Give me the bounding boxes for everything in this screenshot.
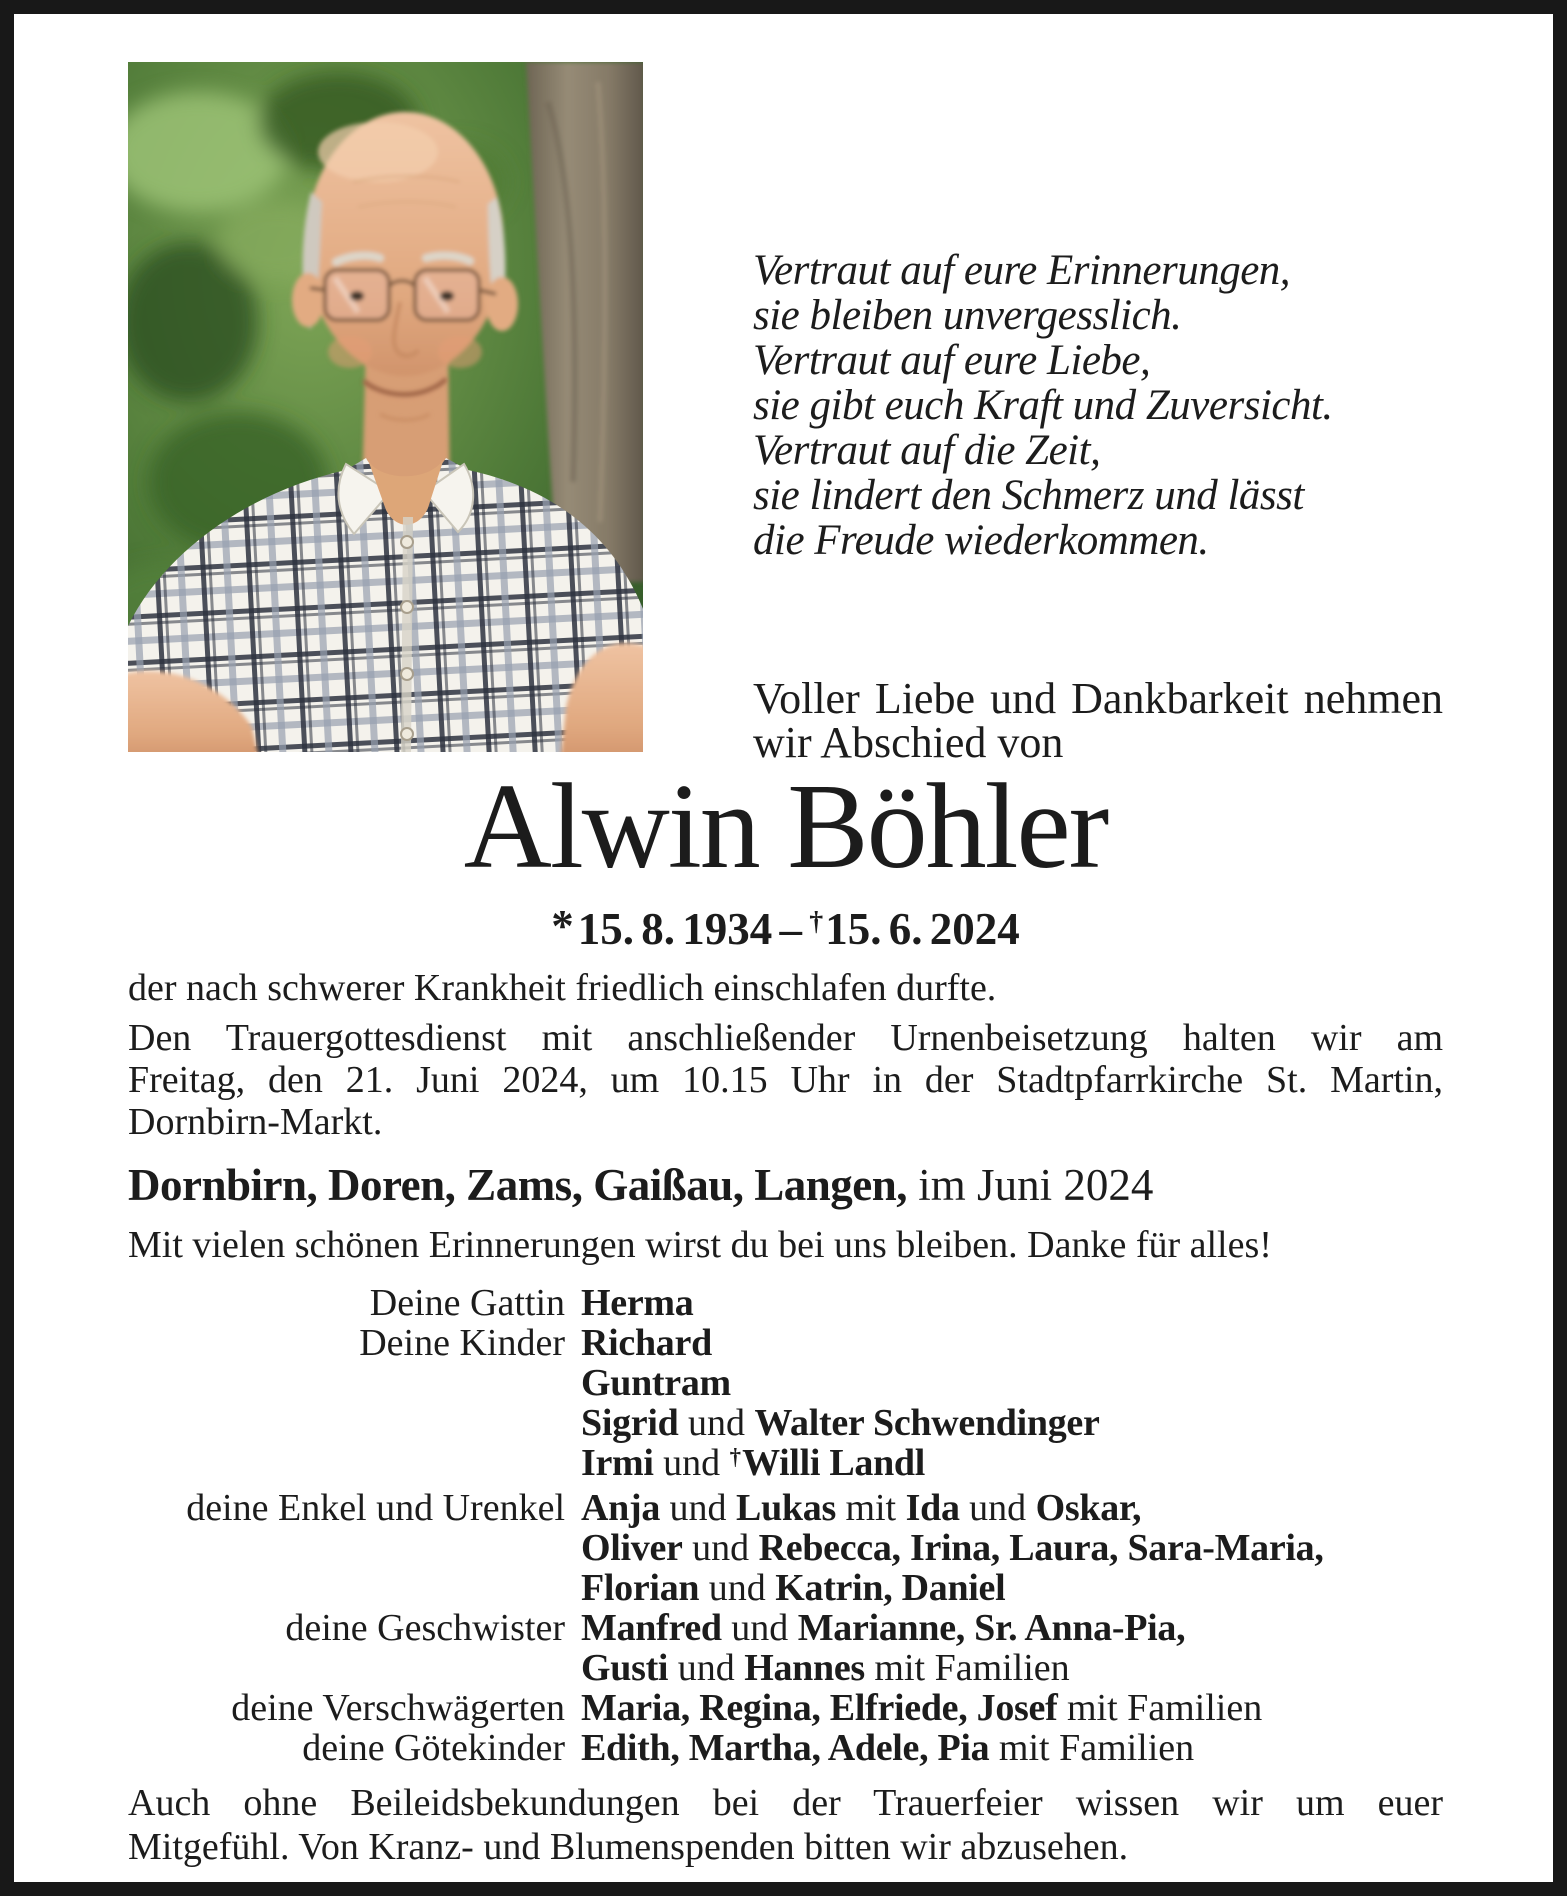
poem-line: Vertraut auf die Zeit, — [753, 427, 1101, 474]
family-list — [128, 1283, 1468, 1768]
family-names — [581, 1648, 1468, 1688]
family-names — [581, 1608, 1468, 1648]
poem-line: sie lindert den Schmerz und lässt — [753, 472, 1304, 519]
dates-separator: – — [779, 904, 803, 954]
family-name-segment: Anja — [581, 1487, 661, 1529]
family-relation-label — [128, 1363, 565, 1403]
family-name-segment: Oskar, — [1035, 1487, 1142, 1529]
family-name-segment: Herma — [581, 1282, 694, 1324]
poem-line: sie bleiben unvergesslich. — [753, 292, 1182, 339]
intro-line: wir Abschied von — [753, 718, 1064, 767]
family-row — [128, 1728, 1468, 1768]
family-relation-label — [128, 1568, 565, 1608]
family-name-segment: und — [660, 1487, 737, 1529]
family-name-segment: Hannes — [744, 1647, 865, 1689]
death-symbol: † — [809, 906, 824, 938]
family-row — [128, 1568, 1468, 1608]
funeral-service-info — [128, 1017, 1443, 1143]
life-dates — [128, 901, 1443, 961]
family-name-segment: Katrin, Daniel — [775, 1567, 1006, 1609]
deceased-cross-symbol: † — [729, 1443, 742, 1469]
family-relation-label — [128, 1443, 565, 1488]
family-relation-label — [128, 1648, 565, 1688]
closing-line: Auch ohne Beileidsbekundungen bei der Trauerfeier wissen wir um euer — [128, 1782, 1443, 1824]
family-names — [581, 1443, 1468, 1488]
family-names — [581, 1728, 1468, 1768]
family-row — [128, 1528, 1468, 1568]
family-row — [128, 1648, 1468, 1688]
family-names — [581, 1688, 1468, 1728]
birth-symbol: * — [551, 901, 574, 952]
family-name-segment: mit Familien — [864, 1647, 1070, 1689]
family-row — [128, 1403, 1468, 1443]
memorial-poem — [753, 248, 1453, 563]
farewell-intro — [753, 674, 1443, 768]
family-name-segment: Rebecca, Irina, Laura, Sara-Maria, — [758, 1527, 1324, 1569]
family-names — [581, 1363, 1468, 1403]
service-line: Den Trauergottesdienst mit anschließender Urnenbeisetzung halten wir am — [128, 1017, 1443, 1059]
family-name-segment: Irmi — [581, 1442, 654, 1484]
family-name-segment: Manfred — [581, 1607, 722, 1649]
poem-line: sie gibt euch Kraft und Zuversicht. — [753, 382, 1333, 429]
service-line: Freitag, den 21. Juni 2024, um 10.15 Uhr in der Stadtpfarrkirche St. Martin, — [128, 1059, 1443, 1101]
family-relation-label: deine Verschwägerten — [231, 1687, 565, 1729]
family-name-segment: Richard — [581, 1322, 712, 1364]
family-name-segment: und — [959, 1487, 1036, 1529]
family-row — [128, 1283, 1468, 1323]
family-name-segment: und — [653, 1442, 730, 1484]
family-names — [581, 1283, 1468, 1323]
portrait-photo — [128, 62, 643, 752]
poem-line: Vertraut auf eure Erinnerungen, — [753, 247, 1291, 294]
family-name-segment: Marianne, Sr. Anna-Pia, — [797, 1607, 1186, 1649]
death-date: 15. 6. 2024 — [825, 904, 1020, 954]
closing-note — [128, 1781, 1443, 1869]
family-name-segment: Guntram — [581, 1362, 731, 1404]
family-names — [581, 1403, 1468, 1443]
family-relation-label — [128, 1528, 565, 1568]
family-names — [581, 1323, 1468, 1363]
family-row — [128, 1608, 1468, 1648]
places-line — [128, 1161, 1443, 1209]
family-row — [128, 1443, 1468, 1488]
family-relation-label: deine Geschwister — [285, 1607, 565, 1649]
family-names — [581, 1488, 1468, 1528]
family-name-segment: Walter Schwendinger — [754, 1402, 1100, 1444]
portrait-photo-art — [128, 62, 643, 752]
family-row — [128, 1363, 1468, 1403]
memory-line: Mit vielen schönen Erinnerungen wirst du bei uns bleiben. Danke für alles! — [128, 1224, 1272, 1266]
deceased-name: Alwin Böhler — [463, 759, 1108, 894]
family-relation-label: Deine Gattin — [369, 1282, 565, 1324]
family-name-segment: Maria, Regina, Elfriede, Josef — [581, 1687, 1058, 1729]
places-bold: Dornbirn, Doren, Zams, Gaißau, Langen, — [128, 1160, 908, 1210]
family-name-segment: Edith, Martha, Adele, Pia — [581, 1727, 990, 1769]
family-row — [128, 1688, 1468, 1728]
family-name-segment: Sigrid — [581, 1402, 679, 1444]
family-names — [581, 1568, 1468, 1608]
places-regular: im Juni 2024 — [907, 1160, 1154, 1210]
family-relation-label: deine Enkel und Urenkel — [186, 1487, 565, 1529]
family-relation-label: deine Götekinder — [302, 1727, 565, 1769]
family-name-segment: Willi Landl — [742, 1442, 925, 1484]
family-name-segment: Ida — [905, 1487, 960, 1529]
poem-line: Vertraut auf eure Liebe, — [753, 337, 1151, 384]
family-name-segment: und — [682, 1527, 759, 1569]
family-name-segment: Gusti — [581, 1647, 669, 1689]
service-line: Dornbirn-Markt. — [128, 1101, 383, 1143]
poem-line: die Freude wiederkommen. — [753, 517, 1209, 564]
family-name-segment: Oliver — [581, 1527, 683, 1569]
birth-date: 15. 8. 1934 — [577, 904, 773, 954]
family-name-segment: und — [721, 1607, 798, 1649]
family-name-segment: und — [699, 1567, 776, 1609]
family-name-segment: mit Familien — [1057, 1687, 1263, 1729]
family-name-segment: und — [668, 1647, 745, 1689]
family-name-segment: mit Familien — [989, 1727, 1195, 1769]
family-relation-label: Deine Kinder — [359, 1322, 565, 1364]
family-relation-label — [128, 1403, 565, 1443]
obituary-line: der nach schwerer Krankheit friedlich einschlafen durfte. — [128, 967, 997, 1009]
family-row — [128, 1323, 1468, 1363]
closing-line: Mitgefühl. Von Kranz- und Blumenspenden bitten wir abzusehen. — [128, 1826, 1129, 1868]
family-row — [128, 1488, 1468, 1528]
family-names — [581, 1528, 1468, 1568]
family-name-segment: mit — [835, 1487, 906, 1529]
family-name-segment: und — [678, 1402, 755, 1444]
family-name-segment: Lukas — [736, 1487, 836, 1529]
intro-line: Voller Liebe und Dankbarkeit nehmen — [753, 674, 1443, 723]
family-name-segment: Florian — [581, 1567, 700, 1609]
